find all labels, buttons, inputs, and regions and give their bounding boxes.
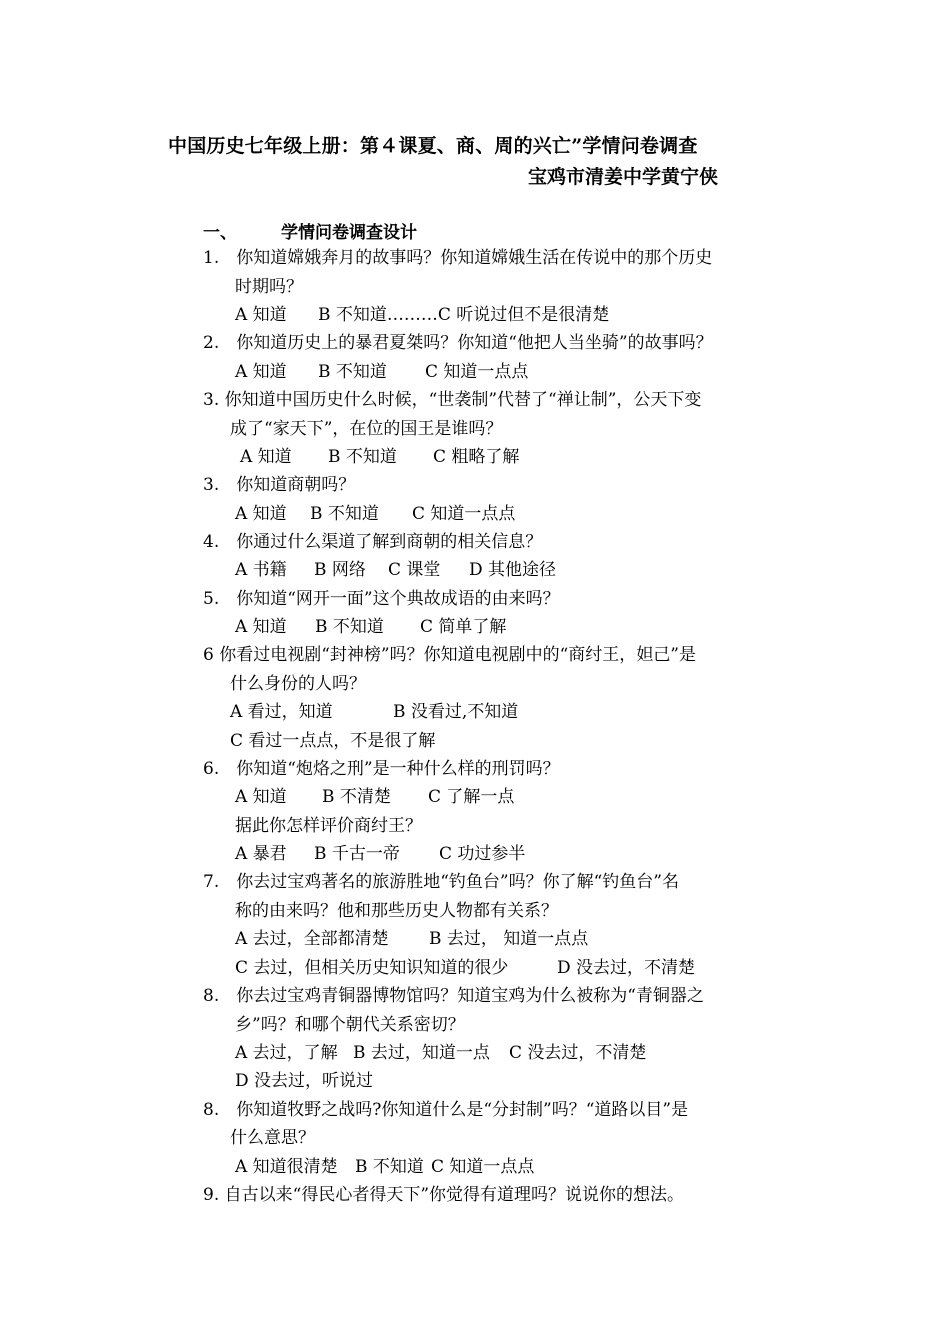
question-12-line-1: 9. 自古以来“得民心者得天下”你觉得有道理吗？说说你的想法。 bbox=[203, 1185, 685, 1205]
option: C 没去过，不清楚 bbox=[509, 1043, 647, 1063]
option: A 知道 bbox=[235, 504, 287, 524]
option: A 暴君 bbox=[235, 844, 287, 864]
section-title: 学情问卷调查设计 bbox=[281, 223, 417, 243]
option: B 不知道 bbox=[355, 1157, 424, 1177]
document-title: 中国历史七年级上册：第４课夏、商、周的兴亡”学情问卷调查 bbox=[168, 135, 698, 157]
question-9-line-2: 称的由来吗？他和那些历史人物都有关系？ bbox=[235, 901, 558, 921]
option: B 去过， 知道一点点 bbox=[429, 929, 589, 949]
option: C 看过一点点，不是很了解 bbox=[230, 731, 436, 751]
option: C 功过参半 bbox=[439, 844, 526, 864]
question-6-options bbox=[235, 617, 506, 637]
option: A 知道 bbox=[235, 787, 287, 807]
option: C 简单了解 bbox=[420, 617, 507, 637]
question-8-options bbox=[235, 787, 514, 807]
option: C 去过，但相关历史知识知道的很少 bbox=[235, 958, 509, 978]
option: B 网络 bbox=[314, 560, 366, 580]
question-3-line-2: 成了“家天下”，在位的国王是谁吗？ bbox=[230, 419, 503, 439]
option: D 其他途径 bbox=[469, 560, 557, 580]
option: C 知道一点点 bbox=[431, 1157, 535, 1177]
option: D 没去过，听说过 bbox=[235, 1071, 374, 1091]
question-4-options bbox=[235, 504, 515, 524]
option: A 知道 bbox=[235, 305, 287, 325]
option: D 没去过，不清楚 bbox=[557, 958, 696, 978]
section-heading bbox=[203, 218, 417, 243]
section-number: 一、 bbox=[203, 223, 237, 243]
question-8-options-2 bbox=[235, 844, 525, 864]
question-4-line-1: 3. 你知道商朝吗？ bbox=[203, 475, 356, 495]
question-5-line-1: 4. 你通过什么渠道了解到商朝的相关信息？ bbox=[203, 532, 543, 552]
question-7-line-2: 什么身份的人吗？ bbox=[230, 674, 366, 694]
option: A 去过，全部都清楚 bbox=[235, 929, 389, 949]
question-7-options-2 bbox=[230, 731, 435, 751]
question-3-options bbox=[240, 447, 519, 467]
question-10-line-1: 8. 你去过宝鸡青铜器博物馆吗？知道宝鸡为什么被称为“青铜器之 bbox=[203, 986, 704, 1006]
option: B 不知道 bbox=[328, 447, 397, 467]
question-1-options bbox=[235, 305, 609, 325]
question-11-options bbox=[235, 1157, 534, 1177]
option: B 不知道 bbox=[310, 504, 379, 524]
option: B 去过，知道一点 bbox=[353, 1043, 490, 1063]
option: A 知道很清楚 bbox=[235, 1157, 338, 1177]
question-3-line-1: 3. 你知道中国历史什么时候，“世袭制”代替了“禅让制”，公天下变 bbox=[203, 390, 702, 410]
question-8-line-2: 据此你怎样评价商纣王？ bbox=[235, 816, 422, 836]
question-11-line-2: 什么意思？ bbox=[230, 1128, 315, 1148]
question-2-options bbox=[235, 362, 528, 382]
option: A 知道 bbox=[240, 447, 292, 467]
question-1-line-1: 1. 你知道嫦娥奔月的故事吗？你知道嫦娥生活在传说中的那个历史 bbox=[203, 248, 713, 268]
question-5-options bbox=[235, 560, 556, 580]
question-10-options-2 bbox=[235, 1071, 373, 1091]
option: A 知道 bbox=[235, 617, 287, 637]
option: C 知道一点点 bbox=[425, 362, 529, 382]
option: B 不知道 bbox=[318, 362, 387, 382]
question-8-line-1: 6. 你知道“炮烙之刑”是一种什么样的刑罚吗？ bbox=[203, 759, 560, 779]
question-10-line-2: 乡”吗？和哪个朝代关系密切？ bbox=[235, 1015, 465, 1035]
option: A 知道 bbox=[235, 362, 287, 382]
option: B 不清楚 bbox=[322, 787, 391, 807]
option: C 课堂 bbox=[388, 560, 441, 580]
option: A 去过，了解 bbox=[235, 1043, 338, 1063]
question-6-line-1: 5. 你知道“网开一面”这个典故成语的由来吗？ bbox=[203, 589, 560, 609]
author-line: 宝鸡市清姜中学黄宁侠 bbox=[528, 166, 719, 188]
question-7-options-1 bbox=[230, 702, 518, 722]
option: C 了解一点 bbox=[428, 787, 515, 807]
option: B 不知道 bbox=[315, 617, 384, 637]
question-9-line-1: 7. 你去过宝鸡著名的旅游胜地“钓鱼台”吗？你了解“钓鱼台”名 bbox=[203, 872, 679, 892]
question-9-options-2 bbox=[235, 958, 695, 978]
question-7-line-1: 6 你看过电视剧“封神榜”吗？你知道电视剧中的“商纣王，妲己”是 bbox=[203, 645, 696, 665]
option: B 不知道………C 听说过但不是很清楚 bbox=[318, 305, 610, 325]
question-11-line-1: 8. 你知道牧野之战吗?你知道什么是“分封制”吗？“道路以目”是 bbox=[203, 1100, 689, 1120]
option: B 没看过,不知道 bbox=[393, 702, 519, 722]
question-9-options-1 bbox=[235, 929, 588, 949]
option: B 千古一帝 bbox=[314, 844, 400, 864]
option: A 看过，知道 bbox=[230, 702, 333, 722]
option: A 书籍 bbox=[235, 560, 287, 580]
option: C 粗略了解 bbox=[433, 447, 520, 467]
question-10-options-1 bbox=[235, 1043, 646, 1063]
question-1-line-2: 时期吗？ bbox=[235, 277, 303, 297]
option: C 知道一点点 bbox=[412, 504, 516, 524]
question-2-line-1: 2. 你知道历史上的暴君夏桀吗？你知道“他把人当坐骑”的故事吗？ bbox=[203, 333, 713, 353]
